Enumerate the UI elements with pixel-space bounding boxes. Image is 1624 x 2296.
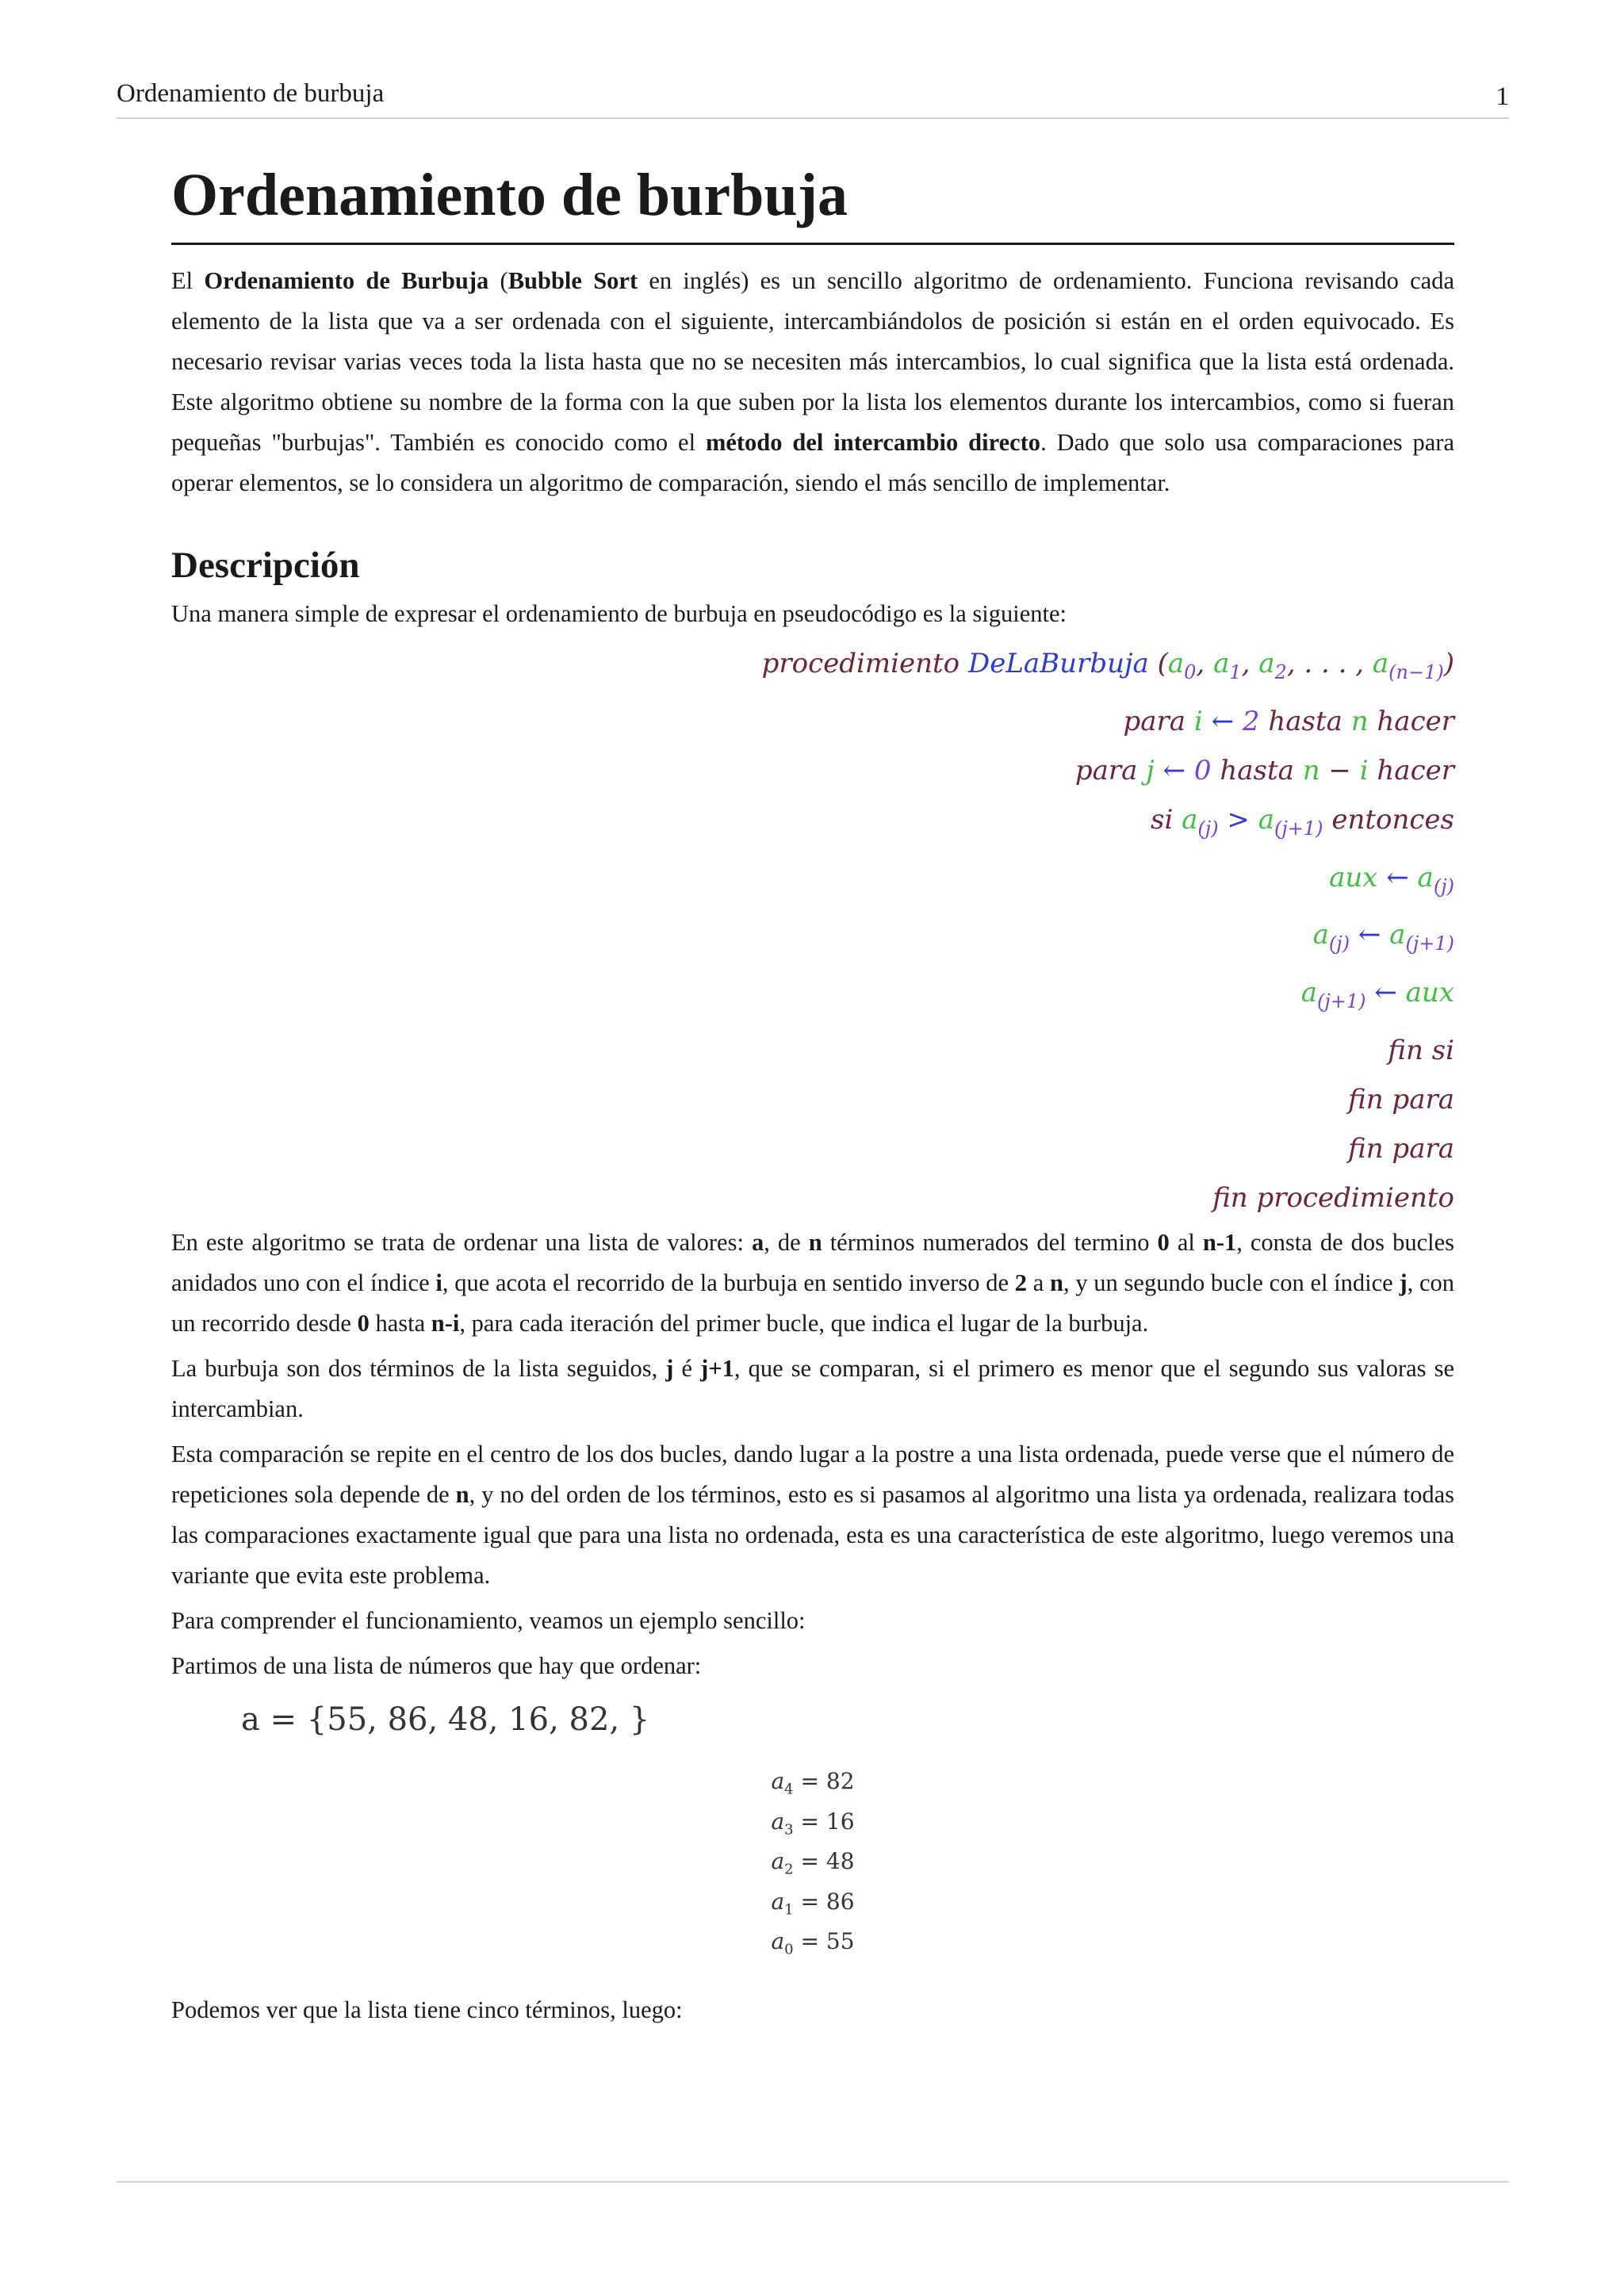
footer-rule (117, 2181, 1509, 2183)
text-run: a (1027, 1269, 1051, 1296)
pseudocode-token: a (1372, 648, 1389, 679)
pseudocode-token: a (1389, 919, 1406, 951)
bold-term: n (1050, 1269, 1063, 1296)
pseudocode-line (171, 795, 1454, 853)
text-run: , consta de dos bucles anidados uno con el índice (171, 1228, 1454, 1296)
element-value-row (171, 1846, 1454, 1886)
pseudocode-token: − (1328, 754, 1360, 786)
pseudocode-token: ) (1443, 648, 1454, 679)
pseudocode-token: (n−1) (1388, 660, 1444, 683)
bold-term: método del intercambio directo (705, 429, 1041, 456)
text-run: , de (764, 1228, 809, 1256)
bold-term: Bubble Sort (508, 267, 638, 294)
bold-term: 2 (1014, 1269, 1028, 1296)
element-value: = 86 (793, 1888, 855, 1915)
bold-term: a (751, 1228, 764, 1256)
bold-term: j+1 (700, 1354, 734, 1382)
description-paragraph (171, 1646, 1454, 1686)
pseudocode-token: fin si (1388, 1034, 1454, 1066)
pseudocode-token: hasta (1268, 705, 1351, 737)
pseudocode-token: (j+1) (1405, 932, 1454, 955)
pseudocode-token: hasta (1220, 754, 1303, 786)
pseudocode-token: 2 (1274, 660, 1287, 683)
pseudocode-token: > (1218, 803, 1258, 836)
pseudocode-token: ← (1350, 919, 1390, 951)
pseudocode-token: (j) (1197, 817, 1219, 840)
pseudocode-line (171, 697, 1454, 746)
element-value-row (171, 1886, 1454, 1927)
pseudocode-token: (j+1) (1274, 817, 1323, 840)
pseudocode-token: a (1213, 648, 1230, 679)
text-run: . Dado que solo usa comparaciones para operar elementos, se lo considera un algoritmo de comparación, siendo el más sencillo de implementar. (171, 429, 1454, 496)
pseudocode-token: n (1302, 754, 1329, 786)
bold-term: j (665, 1354, 674, 1382)
text-run: , y no del orden de los términos, esto es si pasamos al algoritmo una lista ya ordenada, realizara todas las comparaciones exactamente igual que para una lista no ordenada, esta es una característica de este algoritmo, luego veremos una variante que evita este problema. (171, 1480, 1454, 1589)
text-run: ( (488, 267, 508, 294)
pseudocode-line (171, 853, 1454, 911)
bold-term: n-i (431, 1309, 460, 1337)
element-value: = 82 (793, 1767, 855, 1794)
element-index: 3 (784, 1821, 794, 1839)
closing-paragraph: Podemos ver que la lista tiene cinco términos, luego: (171, 1996, 683, 2023)
text-run: , que se comparan, si el primero es menor que el segundo sus valoras se intercambian. (171, 1354, 1455, 1422)
pseudocode-token: a (1300, 977, 1317, 1009)
pseudocode-token: 0 (1184, 660, 1197, 683)
bold-term: n (808, 1228, 822, 1256)
pseudocode-token: hacer (1377, 705, 1454, 737)
pseudocode-line (171, 746, 1454, 795)
pseudocode-block (171, 639, 1454, 1223)
text-run: , que acota el recorrido de la burbuja en sentido inverso de (442, 1269, 1015, 1296)
pseudocode-token: para (1074, 754, 1147, 786)
bold-term: 0 (357, 1309, 370, 1337)
pseudocode-token: hacer (1377, 754, 1454, 786)
text-run: El (171, 267, 205, 294)
element-index: 2 (784, 1861, 794, 1878)
text-run: hasta (369, 1309, 431, 1337)
element-index: 4 (784, 1781, 794, 1798)
text-run: , y un segundo bucle con el índice (1063, 1269, 1400, 1296)
running-title: Ordenamiento de burbuja (117, 79, 385, 108)
pseudocode-line (171, 968, 1454, 1026)
pseudocode-token: ( (1157, 648, 1168, 679)
description-paragraphs (171, 1223, 1454, 1686)
bold-term: j (1399, 1269, 1408, 1296)
pseudocode-token: j (1146, 754, 1163, 786)
element-index: 0 (784, 1941, 794, 1958)
text-run: Partimos de una lista de números que hay que ordenar: (171, 1651, 702, 1679)
element-value: = 16 (793, 1808, 855, 1835)
pseudocode-token: DeLaBurbuja (967, 648, 1158, 679)
intro-paragraph (171, 261, 1454, 503)
element-label: a (771, 1808, 785, 1835)
pseudocode-token: 1 (1229, 660, 1242, 683)
pseudocode-token: fin para (1348, 1132, 1454, 1165)
pseudocode-token: si (1151, 803, 1182, 836)
element-label: a (771, 1767, 785, 1794)
bold-term: n-1 (1202, 1228, 1237, 1256)
pseudocode-token: procedimiento (761, 648, 968, 679)
pseudocode-token: a (1258, 648, 1275, 679)
element-label: a (771, 1848, 785, 1875)
pseudocode-intro: Una manera simple de expresar el ordenamiento de burbuja en pseudocódigo es la siguiente: (171, 600, 1067, 627)
pseudocode-token: a (1182, 803, 1198, 836)
text-run: términos numerados del termino (822, 1228, 1158, 1256)
element-value-row (171, 1766, 1454, 1806)
pseudocode-token: n (1350, 705, 1377, 737)
element-value-row (171, 1806, 1454, 1846)
bold-term: Ordenamiento de Burbuja (204, 267, 489, 294)
running-header (117, 79, 1509, 119)
pseudocode-token: , . . . , (1286, 648, 1373, 679)
pseudocode-line (171, 1173, 1454, 1223)
page-number: 1 (1496, 82, 1509, 111)
pseudocode-line (171, 639, 1454, 697)
pseudocode-token: entonces (1323, 803, 1454, 836)
text-run: en inglés) es un sencillo algoritmo de ordenamiento. Funciona revisando cada elemento de la lista que va a ser ordenada con el siguiente, intercambiándolos de posición si están en el orden equivocado. Es necesario revisar varias veces toda la lista hasta que no se necesiten más intercambios, lo cual significa que la lista está ordenada. Este algoritmo obtiene su nombre de la forma con la que suben por la lista los elementos durante los intercambios, como si fueran pequeñas "burbujas". También es conocido como el (171, 267, 1455, 456)
pseudocode-token: ← (1162, 754, 1194, 786)
section-heading-descripcion: Descripción (171, 545, 360, 586)
pseudocode-token: aux (1329, 861, 1387, 894)
pseudocode-token: 0 (1193, 754, 1220, 786)
pseudocode-line (171, 910, 1454, 968)
text-run: Esta comparación se repite en el centro de los dos bucles, dando lugar a la postre a una lista ordenada, puede verse que el número de repeticiones sola depende de (171, 1440, 1454, 1508)
pseudocode-token: ← (1211, 705, 1243, 737)
element-label: a (771, 1888, 785, 1915)
description-paragraph (171, 1601, 1454, 1641)
article-title: Ordenamiento de burbuja (171, 159, 1454, 245)
text-run: é (673, 1354, 701, 1382)
element-label: a (771, 1928, 785, 1955)
pseudocode-token: ← (1365, 977, 1406, 1009)
bold-term: 0 (1157, 1228, 1170, 1256)
element-index: 1 (784, 1901, 794, 1919)
element-values-table (171, 1766, 1454, 1966)
text-run: Para comprender el funcionamiento, veamos un ejemplo sencillo: (171, 1606, 806, 1634)
pseudocode-token: a (1417, 861, 1434, 894)
text-run: En este algoritmo se trata de ordenar una lista de valores: (171, 1228, 752, 1256)
pseudocode-token: i (1193, 705, 1212, 737)
pseudocode-line (171, 1075, 1454, 1124)
pseudocode-token: a (1258, 803, 1274, 836)
pseudocode-token: 2 (1242, 705, 1269, 737)
pseudocode-token: (j+1) (1317, 989, 1366, 1012)
article-body (171, 159, 1454, 2035)
bold-term: n (455, 1480, 469, 1508)
pseudocode-token: fin procedimiento (1212, 1181, 1454, 1214)
text-run: , para cada iteración del primer bucle, que indica el lugar de la burbuja. (459, 1309, 1149, 1337)
list-equation-text: a = {55, 86, 48, 16, 82, } (241, 1701, 650, 1738)
pseudocode-token: ← (1386, 861, 1418, 894)
pseudocode-line (171, 1124, 1454, 1173)
text-run: La burbuja son dos términos de la lista seguidos, (171, 1354, 666, 1382)
pseudocode-token: (j) (1433, 874, 1454, 897)
pseudocode-token: i (1359, 754, 1377, 786)
element-value: = 55 (793, 1928, 855, 1955)
element-value-row (171, 1926, 1454, 1966)
description-paragraph (171, 1349, 1454, 1429)
text-run: , con un recorrido desde (171, 1269, 1454, 1337)
pseudocode-token: (j) (1328, 932, 1350, 955)
pseudocode-token: , (1241, 648, 1259, 679)
list-equation (241, 1696, 1454, 1743)
pseudocode-token: aux (1405, 977, 1454, 1009)
bold-term: i (435, 1269, 442, 1296)
pseudocode-token: a (1312, 919, 1329, 951)
pseudocode-token: para (1123, 705, 1194, 737)
description-paragraph (171, 1223, 1454, 1344)
element-value: = 48 (793, 1848, 855, 1875)
text-run: al (1169, 1228, 1203, 1256)
pseudocode-token: a (1167, 648, 1185, 679)
pseudocode-token: fin para (1348, 1083, 1454, 1115)
description-paragraph (171, 1434, 1454, 1596)
pseudocode-line (171, 1026, 1454, 1075)
pseudocode-token: , (1196, 648, 1214, 679)
